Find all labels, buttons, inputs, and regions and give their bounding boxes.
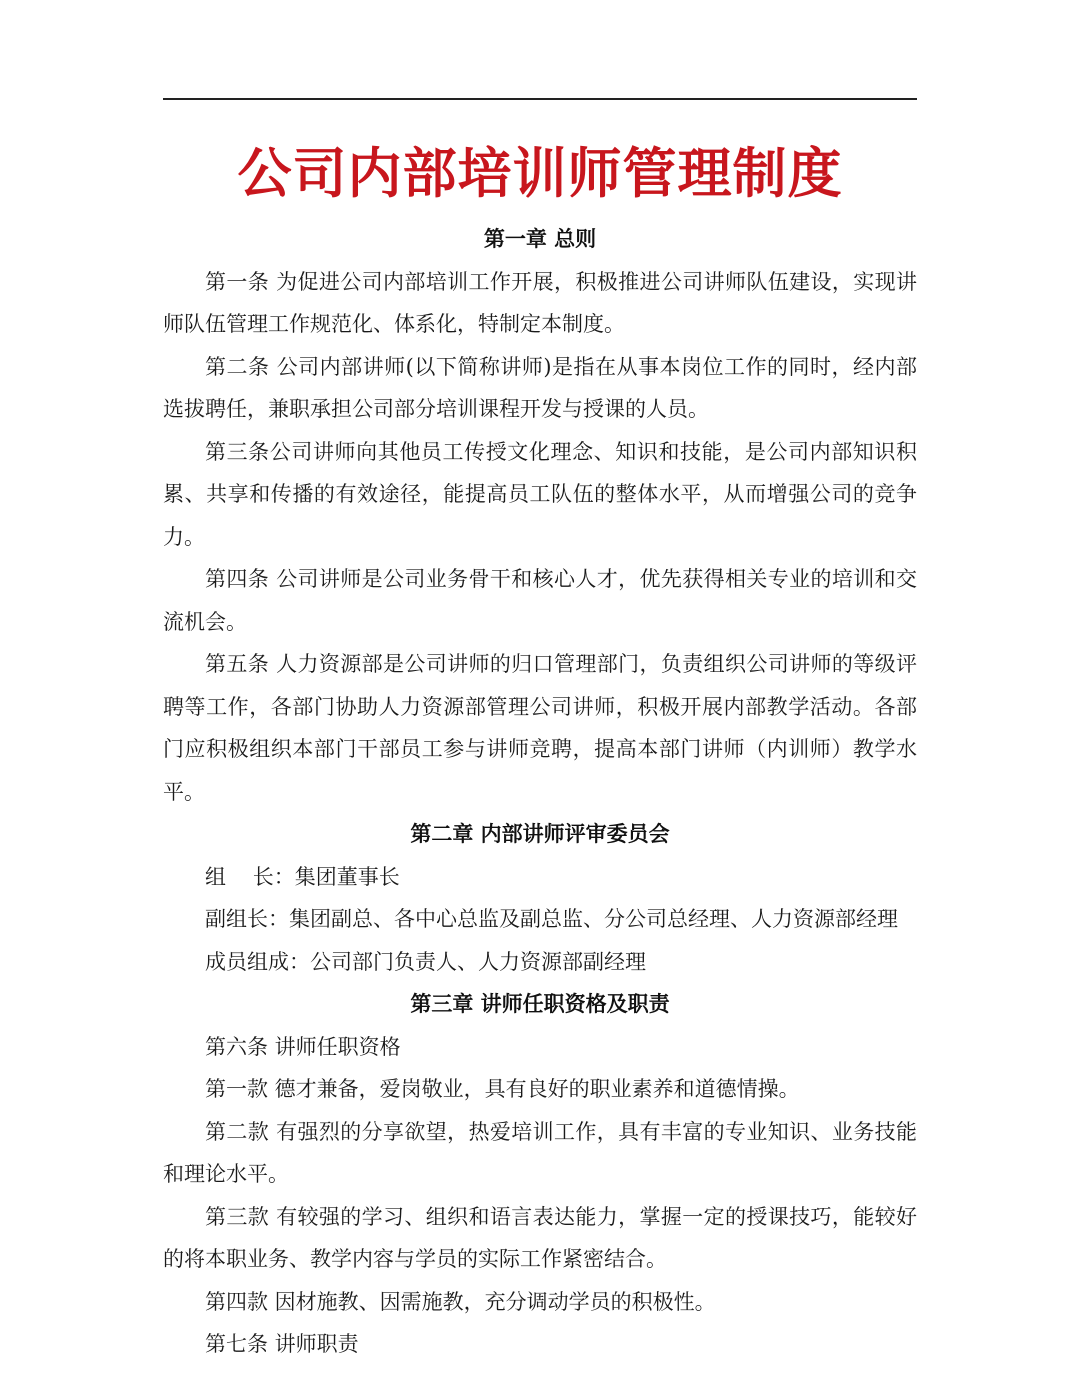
clause-1: 第一款 德才兼备，爱岗敬业，具有良好的职业素养和道德情操。 xyxy=(205,1077,800,1101)
article-2: 第二条 公司内部讲师(以下简称讲师)是指在从事本岗位工作的同时，经内部选拔聘任，兼职承担公司部分培训课程开发与授课的人员。 xyxy=(163,354,917,421)
clause-3: 第三款 有较强的学习、组织和语言表达能力，掌握一定的授课技巧，能较好的将本职业务、教学内容与学员的实际工作紧密结合。 xyxy=(163,1204,917,1271)
article-1: 第一条 为促进公司内部培训工作开展，积极推进公司讲师队伍建设，实现讲师队伍管理工作规范化、体系化，特制定本制度。 xyxy=(163,269,917,336)
clause-2: 第二款 有强烈的分享欲望，热爱培训工作，具有丰富的专业知识、业务技能和理论水平。 xyxy=(163,1119,917,1186)
chapter-1 xyxy=(163,218,917,813)
article-6: 第六条 讲师任职资格 xyxy=(205,1034,401,1059)
article-3: 第三条公司讲师向其他员工传授文化理念、知识和技能，是公司内部知识积累、共享和传播的有效途径，能提高员工队伍的整体水平，从而增强公司的竞争力。 xyxy=(163,439,917,549)
header-rule xyxy=(163,98,917,100)
article-5: 第五条 人力资源部是公司讲师的归口管理部门，负责组织公司讲师的等级评聘等工作，各部门协助人力资源部管理公司讲师，积极开展内部教学活动。各部门应积极组织本部门干部员工参与讲师竞聘，提高本部门讲师（内训师）教学水平。 xyxy=(163,652,917,804)
chapter-heading: 第一章 总则 xyxy=(483,226,597,251)
committee-members: 成员组成：公司部门负责人、人力资源部副经理 xyxy=(205,949,646,974)
committee-deputy-leader: 副组长：集团副总、各中心总监及副总监、分公司总经理、人力资源部经理 xyxy=(205,907,898,931)
article-4: 第四条 公司讲师是公司业务骨干和核心人才，优先获得相关专业的培训和交流机会。 xyxy=(163,567,917,634)
chapter-3 xyxy=(163,983,917,1366)
committee-leader: 组 长：集团董事长 xyxy=(205,864,400,889)
document-body xyxy=(163,218,917,1366)
document-title: 公司内部培训师管理制度 xyxy=(237,142,843,205)
chapter-heading: 第三章 讲师任职资格及职责 xyxy=(410,991,670,1016)
clause-4: 第四款 因材施教、因需施教，充分调动学员的积极性。 xyxy=(205,1289,716,1314)
article-7: 第七条 讲师职责 xyxy=(205,1332,359,1356)
chapter-heading: 第二章 内部讲师评审委员会 xyxy=(410,821,670,846)
chapter-2 xyxy=(163,813,917,983)
